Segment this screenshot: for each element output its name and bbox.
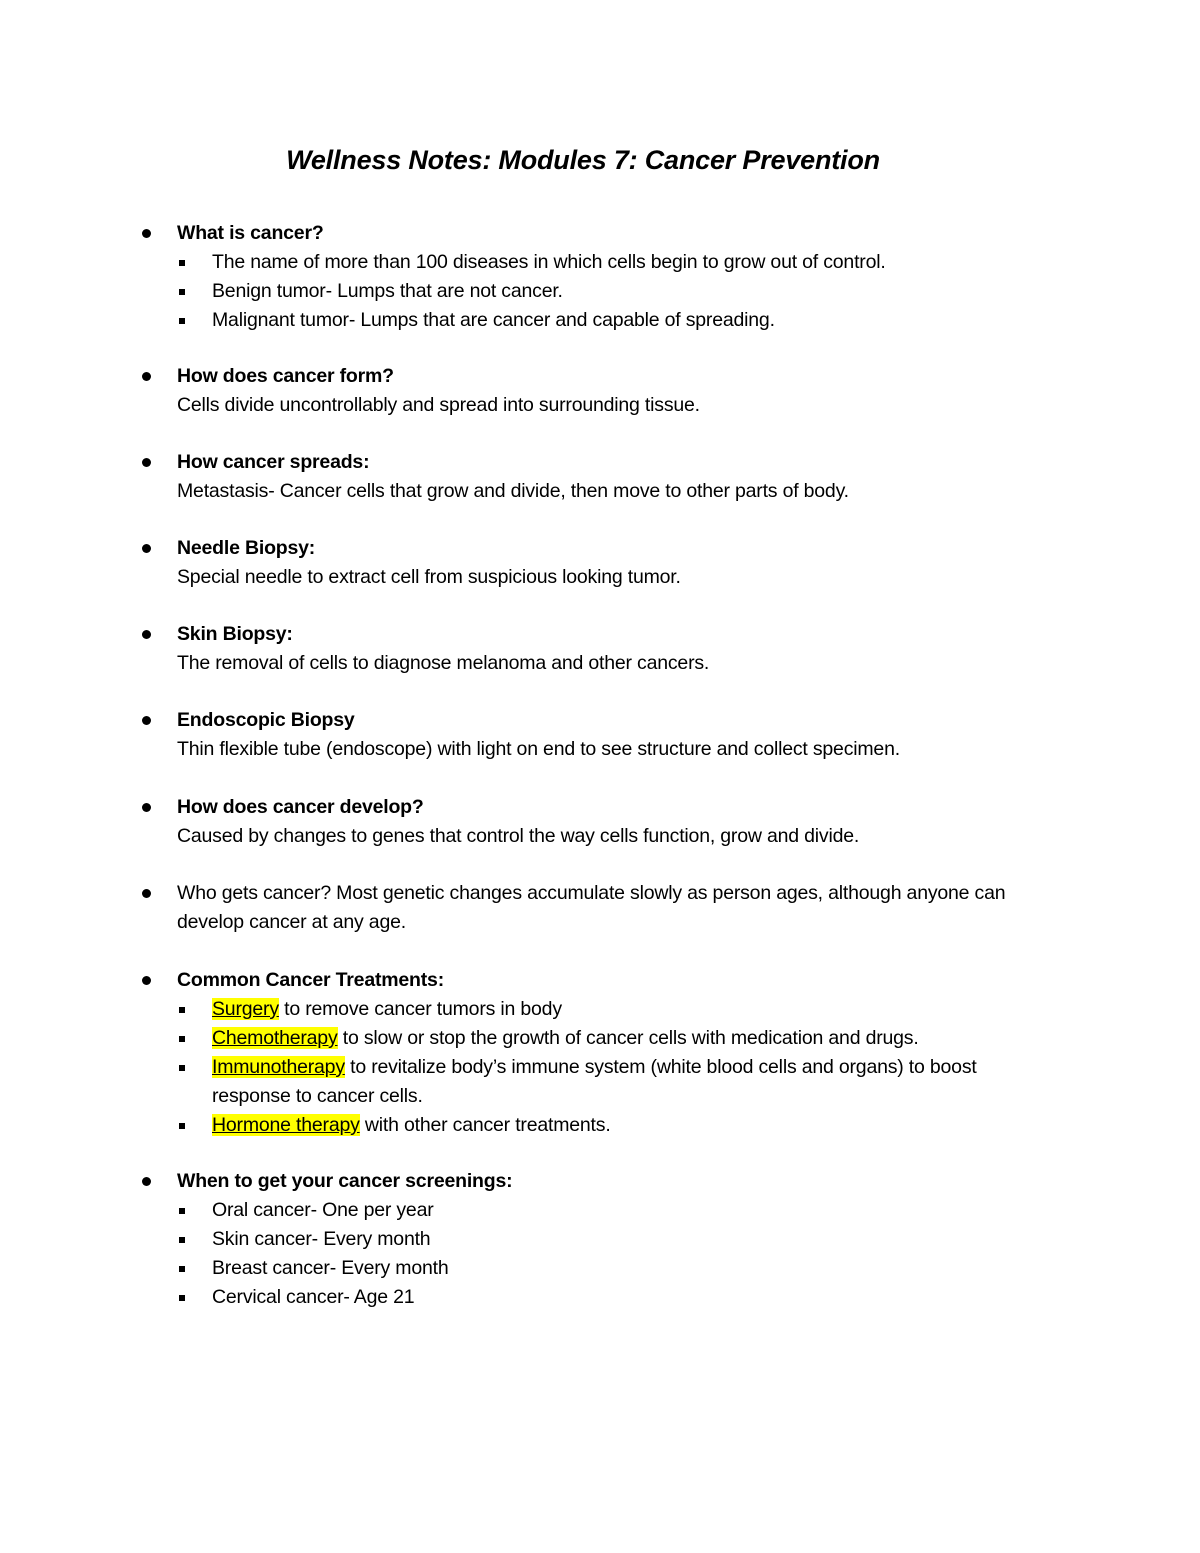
section-cancer-spreads: [140, 448, 1080, 506]
list-item: Cervical cancer- Age 21: [212, 1286, 415, 1308]
highlighted-term: Surgery: [212, 998, 279, 1020]
list-item: Oral cancer- One per year: [212, 1199, 434, 1221]
square-bullet-icon: [179, 318, 185, 324]
section-endoscopic-biopsy: [140, 706, 1080, 764]
square-bullet-icon: [179, 1065, 185, 1071]
section-screenings: [140, 1167, 1080, 1312]
square-bullet-icon: [179, 289, 185, 295]
bullet-icon: [142, 803, 151, 812]
section-skin-biopsy: [140, 620, 1080, 678]
square-bullet-icon: [179, 1266, 185, 1272]
highlighted-term: Chemotherapy: [212, 1027, 338, 1049]
list-item: The name of more than 100 diseases in which cells begin to grow out of control.: [212, 251, 886, 273]
list-item-text: with other cancer treatments.: [359, 1114, 611, 1136]
highlighted-term: Immunotherapy: [212, 1056, 345, 1078]
list-item-text: to slow or stop the growth of cancer cells with medication and drugs.: [337, 1027, 919, 1049]
list-item-text: to remove cancer tumors in body: [278, 998, 562, 1020]
square-bullet-icon: [179, 1036, 185, 1042]
bullet-icon: [142, 229, 151, 238]
section-cancer-develop: [140, 793, 1080, 851]
section-text: Metastasis- Cancer cells that grow and divide, then move to other parts of body.: [177, 480, 849, 502]
section-treatments: [140, 966, 1080, 1140]
square-bullet-icon: [179, 260, 185, 266]
section-text: Thin flexible tube (endoscope) with light on end to see structure and collect specimen.: [177, 738, 900, 760]
section-heading: Skin Biopsy:: [177, 623, 293, 645]
list-item: Skin cancer- Every month: [212, 1228, 431, 1250]
square-bullet-icon: [179, 1007, 185, 1013]
bullet-icon: [142, 544, 151, 553]
bullet-icon: [142, 1177, 151, 1186]
bullet-icon: [142, 458, 151, 467]
bullet-icon: [142, 716, 151, 725]
section-needle-biopsy: [140, 534, 1080, 592]
section-heading: How does cancer develop?: [177, 796, 424, 818]
highlighted-term: Hormone therapy: [212, 1114, 360, 1136]
bullet-icon: [142, 976, 151, 985]
section-what-is-cancer: [140, 219, 1080, 335]
section-text: Special needle to extract cell from suspicious looking tumor.: [177, 566, 681, 588]
section-heading: Endoscopic Biopsy: [177, 709, 355, 731]
section-text: Who gets cancer? Most genetic changes accumulate slowly as person ages, although anyone can develop cancer at any age.: [177, 882, 1006, 933]
section-text: The removal of cells to diagnose melanoma and other cancers.: [177, 652, 710, 674]
list-item: Malignant tumor- Lumps that are cancer and capable of spreading.: [212, 309, 775, 331]
section-cancer-form: [140, 362, 1080, 420]
square-bullet-icon: [179, 1208, 185, 1214]
square-bullet-icon: [179, 1123, 185, 1129]
bullet-icon: [142, 889, 151, 898]
page-title: Wellness Notes: Modules 7: Cancer Prevention: [286, 145, 880, 175]
bullet-icon: [142, 372, 151, 381]
section-heading: When to get your cancer screenings:: [177, 1170, 513, 1192]
section-heading: Common Cancer Treatments:: [177, 969, 444, 991]
section-heading: How does cancer form?: [177, 365, 394, 387]
section-heading: Needle Biopsy:: [177, 537, 316, 559]
list-item: Benign tumor- Lumps that are not cancer.: [212, 280, 563, 302]
section-who-gets-cancer: [140, 879, 1080, 937]
list-item-text: to revitalize body’s immune system (white blood cells and organs) to boost response to cancer cells.: [212, 1056, 977, 1107]
section-heading: What is cancer?: [177, 222, 324, 244]
section-text: Cells divide uncontrollably and spread into surrounding tissue.: [177, 394, 700, 416]
square-bullet-icon: [179, 1237, 185, 1243]
list-item: Breast cancer- Every month: [212, 1257, 449, 1279]
square-bullet-icon: [179, 1295, 185, 1301]
section-text: Caused by changes to genes that control the way cells function, grow and divide.: [177, 825, 860, 847]
bullet-icon: [142, 630, 151, 639]
section-heading: How cancer spreads:: [177, 451, 370, 473]
